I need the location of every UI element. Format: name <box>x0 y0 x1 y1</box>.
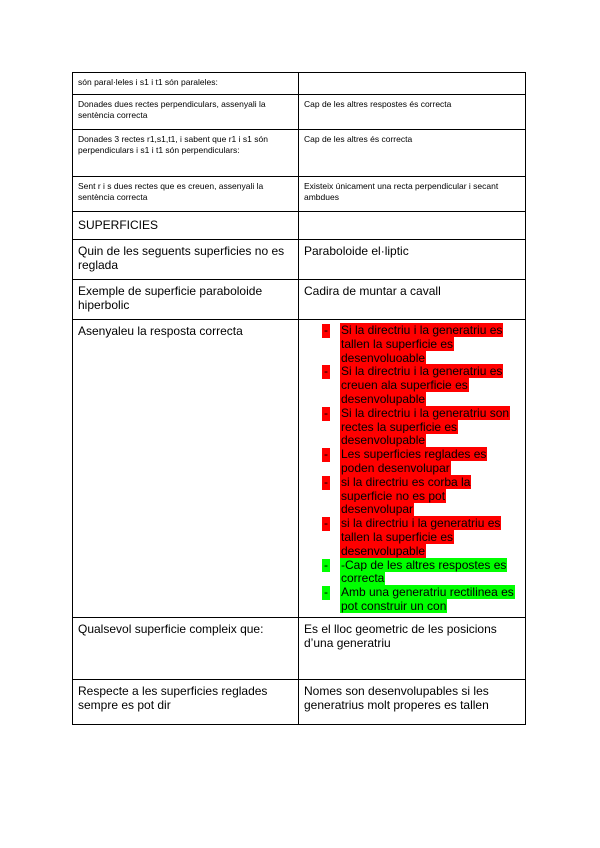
table-row <box>73 73 526 95</box>
answer-option-text: si la directriu es corba la superficie no es pot desenvolupar <box>341 474 471 517</box>
bullet-dash: - <box>324 447 328 462</box>
list-item <box>322 365 520 406</box>
answer-option-text: Amb una generatriu rectilinea es pot construir un con <box>341 585 514 613</box>
answer-option-text: Si la directriu i la generatriu es tallen la superficie es desenvoluoable <box>341 323 503 365</box>
table-row <box>73 280 526 320</box>
question-cell: Qualsevol superficie compleix que: <box>73 617 299 679</box>
section-header-row <box>73 212 526 240</box>
answer-option-text: si la directriu i la generatriu es tallen la superficie es desenvolupable <box>341 516 501 558</box>
list-item <box>322 559 520 587</box>
question-cell: Quin de les seguents superficies no es reglada <box>73 240 299 280</box>
answer-cell <box>299 320 526 618</box>
list-item <box>322 407 520 448</box>
list-item <box>322 448 520 476</box>
bullet-dash: - <box>324 585 328 600</box>
table-row <box>73 617 526 679</box>
question-cell: Respecte a les superficies reglades sempre es pot dir <box>73 679 299 724</box>
question-cell: són paral·leles i s1 i t1 són paraleles: <box>73 73 299 95</box>
section-title: SUPERFICIES <box>73 212 299 240</box>
list-item <box>322 517 520 558</box>
bullet-dash: - <box>324 405 328 420</box>
answer-cell: Cap de les altres respostes és correcta <box>299 95 526 130</box>
bullet-dash: - <box>324 516 328 531</box>
table-row <box>73 679 526 724</box>
quiz-table <box>72 72 526 725</box>
answer-cell: Cadira de muntar a cavall <box>299 280 526 320</box>
question-cell: Donades 3 rectes r1,s1,t1, i sabent que r1 i s1 són perpendiculars i s1 i t1 són perpendiculars: <box>73 130 299 177</box>
question-cell: Donades dues rectes perpendiculars, assenyali la sentència correcta <box>73 95 299 130</box>
list-item <box>322 476 520 517</box>
table-row <box>73 240 526 280</box>
answer-cell: Nomes son desenvolupables si les generatrius molt properes es tallen <box>299 679 526 724</box>
table-row <box>73 130 526 177</box>
table-row <box>73 177 526 212</box>
question-cell: Sent r i s dues rectes que es creuen, assenyali la sentència correcta <box>73 177 299 212</box>
answer-cell: Paraboloide el·liptic <box>299 240 526 280</box>
answer-list <box>304 324 520 614</box>
answer-option-text: -Cap de les altres respostes es correcta <box>341 557 507 586</box>
answer-cell: Cap de les altres és correcta <box>299 130 526 177</box>
list-item <box>322 586 520 614</box>
bullet-dash: - <box>324 323 328 337</box>
bullet-dash: - <box>324 557 328 572</box>
answer-cell <box>299 212 526 240</box>
answer-cell: Es el lloc geometric de les posicions d’una generatriu <box>299 617 526 679</box>
answer-option-text: Si la directriu i la generatriu es creuen ala superficie es desenvolupable <box>341 364 503 406</box>
table-row <box>73 95 526 130</box>
table-row <box>73 320 526 618</box>
bullet-dash: - <box>324 474 328 489</box>
answer-option-text: Si la directriu i la generatriu son rectes la superficie es desenvolupable <box>341 405 510 448</box>
question-cell: Exemple de superficie paraboloide hiperbolic <box>73 280 299 320</box>
answer-option-text: Les superficies reglades es poden desenvolupar <box>341 447 487 475</box>
answer-cell <box>299 73 526 95</box>
question-cell: Asenyaleu la resposta correcta <box>73 320 299 618</box>
answer-cell: Existeix únicament una recta perpendicular i secant ambdues <box>299 177 526 212</box>
bullet-dash: - <box>324 364 328 379</box>
list-item <box>322 324 520 365</box>
